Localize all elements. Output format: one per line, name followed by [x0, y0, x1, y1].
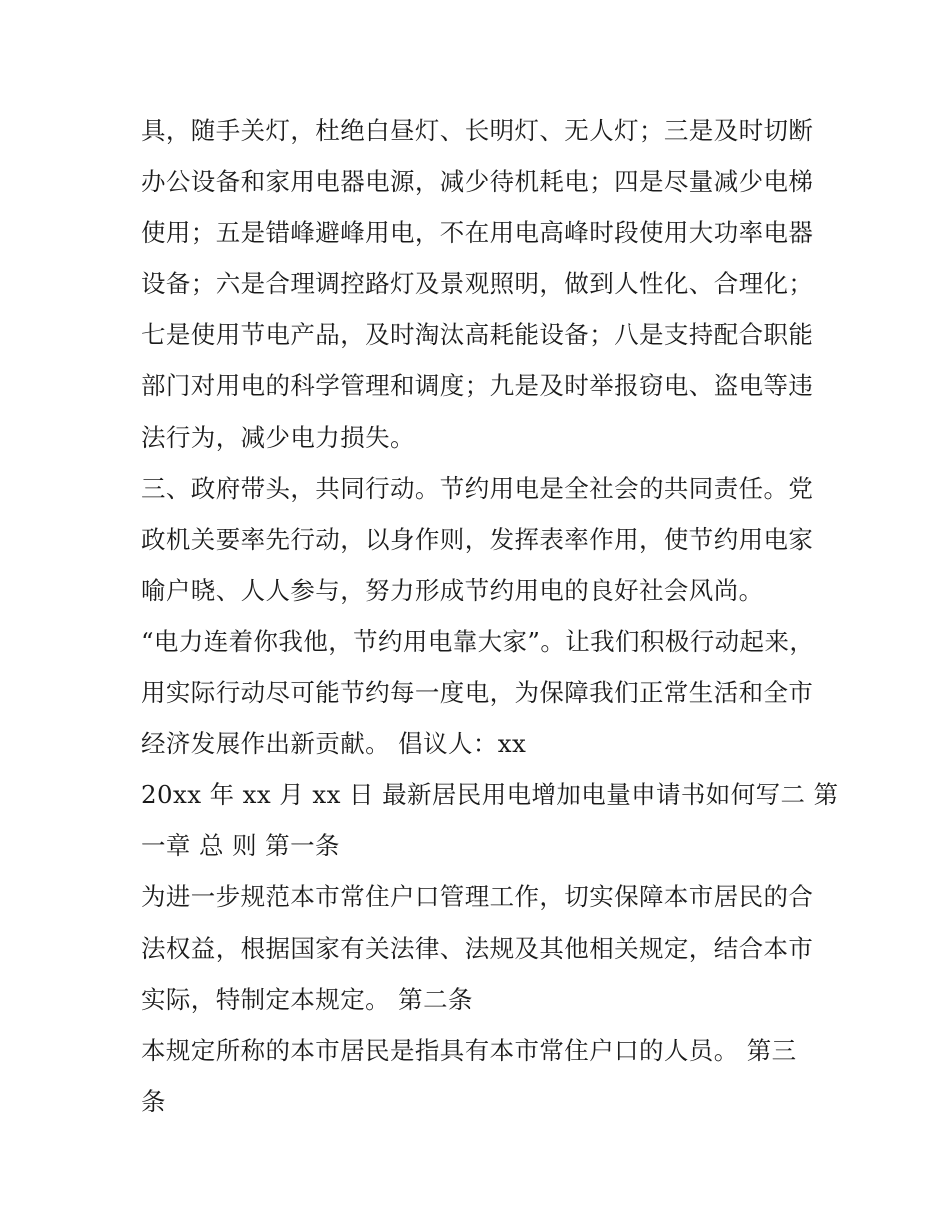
document-body	[141, 105, 839, 1127]
date-title-line: 20xx 年 xx 月 xx 日 最新居民用电增加电量申请书如何写二 第	[141, 780, 839, 810]
chapter-heading-line: 一章 总 则 第一条	[141, 831, 340, 861]
text-line: 设备；六是合理调控路灯及景观照明，做到人性化、合理化；	[141, 269, 814, 299]
text-line: 法行为，减少电力损失。	[141, 422, 415, 452]
signature-line: 经济发展作出新贡献。 倡议人：xx	[141, 729, 527, 759]
text-line: 办公设备和家用电器电源，减少待机耗电；四是尽量减少电梯	[141, 167, 814, 197]
text-line: 具，随手关灯，杜绝白昼灯、长明灯、无人灯；三是及时切断	[141, 116, 814, 145]
text-line: 条	[141, 1086, 166, 1116]
text-line: 实际，特制定本规定。 第二条	[141, 984, 473, 1014]
text-line: 使用；五是错峰避峰用电，不在用电高峰时段使用大功率电器	[141, 218, 814, 248]
text-line: 政机关要率先行动，以身作则，发挥表率作用，使节约用电家	[141, 524, 814, 554]
section-heading-line: 三、政府带头，共同行动。节约用电是全社会的共同责任。党	[141, 473, 814, 503]
text-line: 本规定所称的本市居民是指具有本市常住户口的人员。 第三	[141, 1035, 797, 1065]
text-line: “电力连着你我他，节约用电靠大家”。让我们积极行动起来，	[141, 626, 815, 656]
text-line: 法权益，根据国家有关法律、法规及其他相关规定，结合本市	[141, 933, 814, 963]
text-line: 部门对用电的科学管理和调度；九是及时举报窃电、盗电等违	[141, 371, 814, 401]
text-line: 喻户晓、人人参与，努力形成节约用电的良好社会风尚。	[141, 575, 764, 605]
text-line: 为进一步规范本市常住户口管理工作，切实保障本市居民的合	[141, 882, 814, 912]
text-line: 七是使用节电产品，及时淘汰高耗能设备；八是支持配合职能	[141, 320, 814, 350]
text-line: 用实际行动尽可能节约每一度电，为保障我们正常生活和全市	[141, 678, 814, 708]
